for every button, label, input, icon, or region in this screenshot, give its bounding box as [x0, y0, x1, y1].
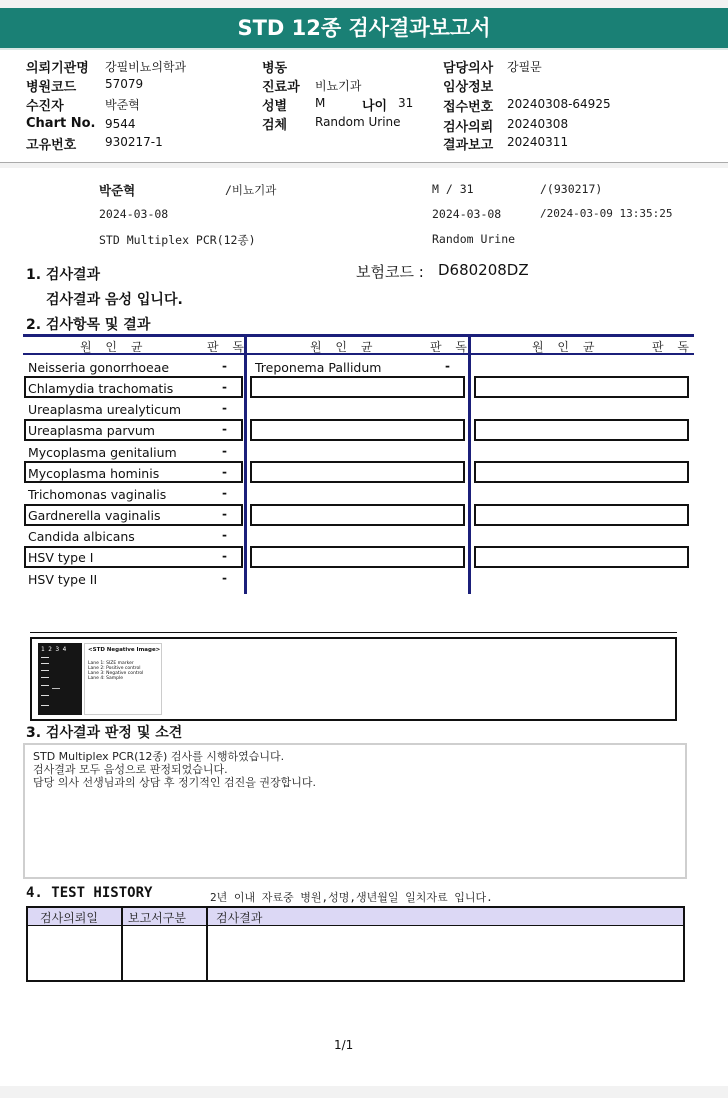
insurance-label: 보험코드 :	[356, 263, 424, 281]
row-box	[474, 461, 689, 483]
col2-pathogen-header: 원 인 균	[310, 340, 378, 354]
page-number: 1/1	[334, 1038, 354, 1052]
pathogen-result: -	[222, 380, 227, 394]
pathogen-name: Treponema Pallidum	[255, 360, 382, 375]
patient-dept: /비뇨기과	[225, 183, 277, 197]
row-box	[474, 504, 689, 526]
row-box	[474, 376, 689, 398]
section2-heading: 2. 검사항목 및 결과	[26, 317, 151, 333]
pathogen-result: -	[222, 465, 227, 479]
history-col-divider	[121, 908, 123, 980]
table-divider-1	[244, 334, 247, 594]
section4-heading: 4. TEST HISTORY	[26, 885, 153, 901]
table-top-rule	[23, 334, 694, 337]
history-table-header	[28, 908, 683, 926]
history-col-request-date: 검사의뢰일	[40, 911, 98, 925]
patient-date-mid: 2024-03-08	[432, 207, 502, 221]
gel-legend-line: Lane 3: Negative control	[88, 671, 144, 676]
value-age: 31	[398, 96, 414, 110]
row-box	[250, 461, 465, 483]
row-box	[250, 504, 465, 526]
patient-date-left: 2024-03-08	[99, 207, 169, 221]
row-box	[250, 376, 465, 398]
label-patient: 수진자	[26, 99, 64, 114]
history-note: 2년 이내 자료중 병원,성명,생년월일 일치자료 입니다.	[210, 891, 493, 904]
pathogen-result: -	[222, 401, 227, 415]
pathogen-result: -	[222, 507, 227, 521]
specimen-type: Random Urine	[432, 232, 516, 246]
label-request-date: 검사의뢰	[443, 120, 494, 135]
table-divider-2	[468, 334, 471, 594]
label-hospital-code: 병원코드	[26, 80, 77, 95]
value-request-date: 20240308	[507, 117, 569, 131]
report-title: STD 12종 검사결과보고서	[0, 8, 728, 48]
pathogen-name: Ureaplasma parvum	[28, 423, 155, 438]
history-col-divider	[206, 908, 208, 980]
value-patient: 박준혁	[105, 98, 140, 112]
opinion-line: 담당 의사 선생님과의 상담 후 정기적인 검진을 권장합니다.	[33, 776, 316, 789]
label-sex: 성별	[262, 99, 288, 114]
value-receipt-no: 20240308-64925	[507, 97, 611, 111]
patient-sex-age: M / 31	[432, 182, 474, 196]
history-col-result: 검사결과	[216, 911, 263, 925]
label-department: 진료과	[262, 80, 300, 95]
label-doctor: 담당의사	[443, 61, 494, 76]
pathogen-name: HSV type II	[28, 572, 98, 587]
row-box	[250, 546, 465, 568]
opinion-line: STD Multiplex PCR(12종) 검사를 시행하였습니다.	[33, 750, 285, 763]
gel-legend	[84, 643, 162, 715]
gel-legend-title: <STD Negative Image>	[88, 647, 161, 653]
col1-pathogen-header: 원 인 균	[80, 340, 148, 354]
opinion-box	[23, 743, 687, 879]
patient-datetime: /2024-03-09 13:35:25	[540, 207, 673, 220]
page-footer-band	[0, 1086, 728, 1098]
opinion-line: 검사결과 모두 음성으로 판정되었습니다.	[33, 763, 228, 776]
value-chart-no: 9544	[105, 117, 136, 131]
gel-electrophoresis-image	[38, 643, 82, 715]
row-box	[474, 546, 689, 568]
patient-name: 박준혁	[99, 183, 136, 198]
value-sex: M	[315, 96, 326, 110]
gel-legend-line: Lane 2: Positive control	[88, 666, 141, 671]
label-clinical-info: 임상정보	[443, 80, 494, 95]
pathogen-result: -	[222, 528, 227, 542]
pathogen-name: Gardnerella vaginalis	[28, 508, 161, 523]
gel-top-rule	[30, 632, 677, 633]
row-box	[474, 419, 689, 441]
label-age: 나이	[362, 99, 388, 114]
label-ward: 병동	[262, 61, 288, 76]
pathogen-name: Ureaplasma urealyticum	[28, 402, 182, 417]
row-box	[250, 419, 465, 441]
test-name: STD Multiplex PCR(12종)	[99, 233, 256, 247]
gel-legend-line: Lane 1: SIZE marker	[88, 661, 134, 666]
pathogen-name: Mycoplasma hominis	[28, 466, 160, 481]
value-specimen: Random Urine	[315, 115, 401, 129]
value-hospital-code: 57079	[105, 77, 144, 91]
label-receipt-no: 접수번호	[443, 100, 494, 115]
value-unique-no: 930217-1	[105, 135, 163, 149]
pathogen-result: -	[222, 571, 227, 585]
section1-heading: 1. 검사결과	[26, 267, 101, 283]
col1-judge-header: 판 독	[207, 340, 249, 354]
pathogen-name: Mycoplasma genitalium	[28, 445, 177, 460]
top-band	[0, 0, 728, 8]
value-report-date: 20240311	[507, 135, 569, 149]
label-chart-no: Chart No.	[26, 116, 96, 131]
pathogen-result: -	[222, 549, 227, 563]
history-col-report-type: 보고서구분	[128, 911, 186, 925]
pathogen-result: -	[222, 422, 227, 436]
pathogen-name: Trichomonas vaginalis	[28, 487, 167, 502]
pathogen-result: -	[222, 444, 227, 458]
pathogen-result: -	[445, 359, 450, 373]
section3-heading: 3. 검사결과 판정 및 소견	[26, 725, 183, 741]
label-report-date: 결과보고	[443, 138, 494, 153]
pathogen-name: Neisseria gonorrhoeae	[28, 360, 170, 375]
insurance-code: D680208DZ	[438, 261, 529, 279]
header-separator	[0, 162, 728, 168]
value-department: 비뇨기과	[315, 79, 362, 93]
value-institution: 강필비뇨의학과	[105, 60, 187, 74]
pathogen-name: HSV type I	[28, 550, 94, 565]
title-underline	[0, 48, 728, 50]
label-specimen: 검체	[262, 118, 288, 133]
gel-legend-line: Lane 4: Sample	[88, 676, 123, 681]
label-institution: 의뢰기관명	[26, 61, 89, 76]
pathogen-result: -	[222, 359, 227, 373]
gel-lane-numbers: 1 2 3 4	[41, 646, 67, 653]
pathogen-name: Candida albicans	[28, 529, 135, 544]
value-doctor: 강필문	[507, 60, 542, 74]
col3-judge-header: 판 독	[652, 340, 694, 354]
pathogen-name: Chlamydia trachomatis	[28, 381, 174, 396]
result-summary: 검사결과 음성 입니다.	[46, 292, 183, 308]
col2-judge-header: 판 독	[430, 340, 472, 354]
label-unique-no: 고유번호	[26, 138, 77, 153]
pathogen-result: -	[222, 486, 227, 500]
col3-pathogen-header: 원 인 균	[532, 340, 600, 354]
patient-id: /(930217)	[540, 182, 603, 196]
